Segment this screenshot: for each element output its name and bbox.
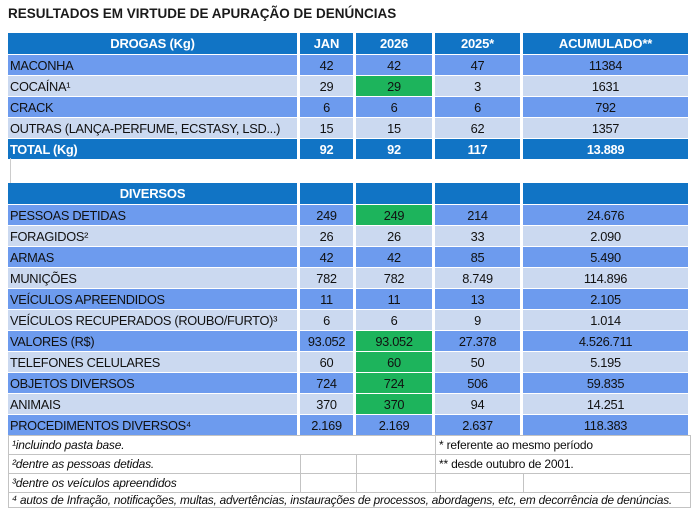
table-row: [8, 55, 688, 75]
cell-y2025: 62: [435, 118, 520, 138]
table-row: [8, 247, 688, 267]
table-row: [8, 373, 688, 393]
empty-cell: [301, 474, 357, 493]
row-label: ANIMAIS: [8, 394, 297, 414]
cell-y2026: 249: [356, 205, 432, 225]
diversos-table-body: [8, 205, 688, 435]
cell-y2025: 85: [435, 247, 520, 267]
cell-jan: 6: [300, 310, 353, 330]
cell-y2026: 11: [356, 289, 432, 309]
cell-jan: 93.052: [300, 331, 353, 351]
footnote-2: ²dentre as pessoas detidas.: [9, 455, 301, 474]
note-same-period: * referente ao mesmo período: [436, 436, 691, 455]
cell-acum: 5.490: [523, 247, 688, 267]
footnotes-table: [8, 435, 691, 508]
cell-acum: 24.676: [523, 205, 688, 225]
cell-y2025: 9: [435, 310, 520, 330]
footnote-1: ¹incluindo pasta base.: [9, 436, 436, 455]
cell-y2026: 92: [356, 139, 432, 159]
table-row: [8, 205, 688, 225]
cell-acum: 4.526.711: [523, 331, 688, 351]
cell-jan: 60: [300, 352, 353, 372]
table-row: [8, 97, 688, 117]
footnote-4: ⁴ autos de Infração, notificações, multas, advertências, instaurações de processos, abordagens, etc, em decorrência de denúncias.: [9, 493, 691, 508]
row-label: ARMAS: [8, 247, 297, 267]
header-row: [8, 33, 688, 54]
cell-jan: 29: [300, 76, 353, 96]
empty-cell: [357, 455, 436, 474]
cell-acum: 59.835: [523, 373, 688, 393]
table-row: [8, 394, 688, 414]
cell-y2025: 47: [435, 55, 520, 75]
cell-y2025: 8.749: [435, 268, 520, 288]
table-row: [8, 268, 688, 288]
column-header-2025: 2025*: [435, 33, 520, 54]
cell-y2025: 3: [435, 76, 520, 96]
cell-y2025: 94: [435, 394, 520, 414]
diversos-table: [5, 182, 691, 436]
section-header-diversos: DIVERSOS: [8, 183, 297, 204]
empty-cell: [301, 455, 357, 474]
column-header-jan: JAN: [300, 33, 353, 54]
row-label: MACONHA: [8, 55, 297, 75]
cell-jan: 249: [300, 205, 353, 225]
row-label: OUTRAS (LANÇA-PERFUME, ECSTASY, LSD...): [8, 118, 297, 138]
cell-y2026: 29: [356, 76, 432, 96]
row-label: OBJETOS DIVERSOS: [8, 373, 297, 393]
table-row: [8, 331, 688, 351]
row-label: CRACK: [8, 97, 297, 117]
cell-y2025: 214: [435, 205, 520, 225]
cell-acum: 13.889: [523, 139, 688, 159]
row-label: VALORES (R$): [8, 331, 297, 351]
row-label: COCAÍNA¹: [8, 76, 297, 96]
drogas-table: [5, 32, 691, 160]
cell-jan: 370: [300, 394, 353, 414]
cell-acum: 1357: [523, 118, 688, 138]
row-label: TOTAL (Kg): [8, 139, 297, 159]
spreadsheet-gridline: [10, 158, 11, 183]
row-label: TELEFONES CELULARES: [8, 352, 297, 372]
cell-acum: 1.014: [523, 310, 688, 330]
row-label: PROCEDIMENTOS DIVERSOS⁴: [8, 415, 297, 435]
table-row: [8, 226, 688, 246]
empty-cell: [436, 474, 524, 493]
cell-jan: 26: [300, 226, 353, 246]
footnote-row: [9, 436, 691, 455]
table-row: [8, 76, 688, 96]
column-header-acumulado: ACUMULADO**: [523, 33, 688, 54]
empty-header-cell: [356, 183, 432, 204]
header-row: [8, 183, 688, 204]
cell-acum: 14.251: [523, 394, 688, 414]
column-header-2026: 2026: [356, 33, 432, 54]
cell-y2026: 370: [356, 394, 432, 414]
cell-acum: 792: [523, 97, 688, 117]
empty-header-cell: [435, 183, 520, 204]
empty-header-cell: [300, 183, 353, 204]
table-row: [8, 289, 688, 309]
footnote-row: [9, 455, 691, 474]
cell-y2025: 6: [435, 97, 520, 117]
cell-y2026: 60: [356, 352, 432, 372]
cell-acum: 2.090: [523, 226, 688, 246]
table-row: [8, 310, 688, 330]
note-since-2001: ** desde outubro de 2001.: [436, 455, 691, 474]
cell-jan: 92: [300, 139, 353, 159]
cell-y2026: 93.052: [356, 331, 432, 351]
cell-y2025: 2.637: [435, 415, 520, 435]
row-label: MUNIÇÕES: [8, 268, 297, 288]
cell-y2026: 42: [356, 247, 432, 267]
drogas-table-body: [8, 55, 688, 159]
row-label: VEÍCULOS APREENDIDOS: [8, 289, 297, 309]
cell-y2025: 27.378: [435, 331, 520, 351]
cell-acum: 114.896: [523, 268, 688, 288]
table-row: [8, 352, 688, 372]
empty-cell: [524, 474, 691, 493]
empty-cell: [357, 474, 436, 493]
row-label: PESSOAS DETIDAS: [8, 205, 297, 225]
total-row: [8, 139, 688, 159]
cell-jan: 782: [300, 268, 353, 288]
footnote-row: [9, 474, 691, 493]
table-row: [8, 415, 688, 435]
cell-y2026: 2.169: [356, 415, 432, 435]
row-label: VEÍCULOS RECUPERADOS (ROUBO/FURTO)³: [8, 310, 297, 330]
footnote-3: ³dentre os veículos apreendidos: [9, 474, 301, 493]
cell-y2026: 15: [356, 118, 432, 138]
cell-acum: 11384: [523, 55, 688, 75]
cell-y2025: 117: [435, 139, 520, 159]
cell-jan: 2.169: [300, 415, 353, 435]
diversos-table-header: [8, 183, 688, 204]
cell-acum: 5.195: [523, 352, 688, 372]
cell-acum: 118.383: [523, 415, 688, 435]
table-row: [8, 118, 688, 138]
cell-y2026: 6: [356, 310, 432, 330]
cell-y2026: 42: [356, 55, 432, 75]
cell-jan: 11: [300, 289, 353, 309]
cell-y2025: 50: [435, 352, 520, 372]
cell-jan: 42: [300, 55, 353, 75]
page-title: RESULTADOS EM VIRTUDE DE APURAÇÃO DE DENÚNCIAS: [8, 6, 397, 21]
cell-jan: 724: [300, 373, 353, 393]
cell-y2026: 724: [356, 373, 432, 393]
drogas-table-header: [8, 33, 688, 54]
cell-y2026: 782: [356, 268, 432, 288]
cell-jan: 42: [300, 247, 353, 267]
cell-jan: 6: [300, 97, 353, 117]
cell-acum: 1631: [523, 76, 688, 96]
empty-header-cell: [523, 183, 688, 204]
cell-y2025: 33: [435, 226, 520, 246]
column-header-drogas: DROGAS (Kg): [8, 33, 297, 54]
cell-acum: 2.105: [523, 289, 688, 309]
footnote-row: [9, 493, 691, 508]
cell-y2025: 13: [435, 289, 520, 309]
cell-y2026: 6: [356, 97, 432, 117]
row-label: FORAGIDOS²: [8, 226, 297, 246]
cell-jan: 15: [300, 118, 353, 138]
cell-y2026: 26: [356, 226, 432, 246]
cell-y2025: 506: [435, 373, 520, 393]
